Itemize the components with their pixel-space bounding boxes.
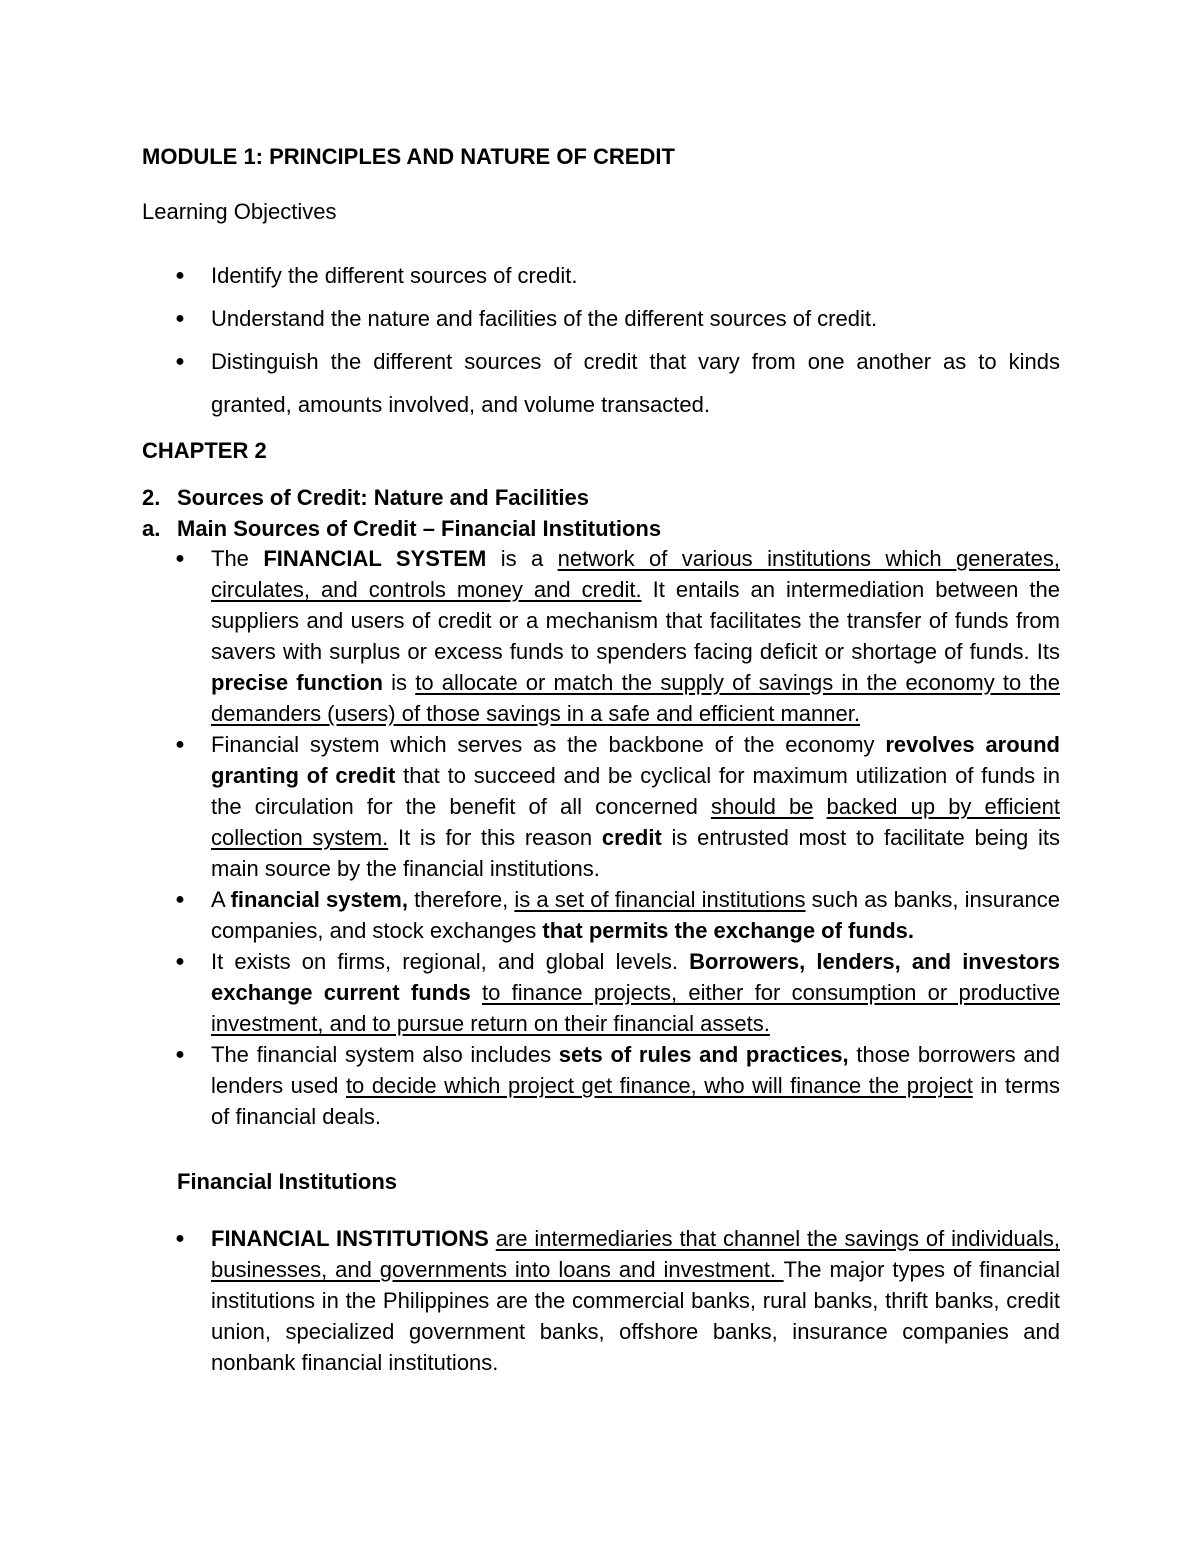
underlined-text: are intermediaries that channel the savings of individuals, businesses, and governments into loans and investment. [211,1226,1060,1282]
learning-objectives-label: Learning Objectives [142,199,337,224]
objective-item [175,297,1060,340]
main-bullet-list [175,543,1060,1132]
text: such as banks, insurance companies, and stock exchanges [211,887,1060,943]
bold-text: Borrowers, lenders, and investors exchange current funds [211,949,1061,1005]
text: It exists on firms, regional, and global levels. [211,949,690,974]
subsection-letter: a. [142,516,161,541]
bold-text: financial system, [230,887,408,912]
objective-text: Understand the nature and facilities of the different sources of credit. [211,306,878,331]
text: It entails an intermediation between the suppliers and users of credit or a mechanism that facilitates the transfer of funds from savers with surplus or excess funds to spenders facing deficit or shortage of funds. Its [211,577,1060,664]
text: those borrowers and lenders used [211,1042,1061,1098]
text [471,980,482,1005]
subsection-title: Main Sources of Credit – Financial Institutions [177,516,662,541]
subsection-heading [142,513,661,544]
objective-item [175,340,1060,426]
bold-text: that permits the exchange of funds. [542,918,915,943]
financial-institutions-heading: Financial Institutions [177,1169,398,1194]
text: The financial system also includes [211,1042,559,1067]
bullet-financial-system [175,543,1060,729]
objective-item [175,254,1060,297]
section-heading [142,482,589,513]
bold-text: revolves around granting of credit [211,732,1060,788]
underlined-text: is a set of financial institutions [514,887,806,912]
text: in terms of financial deals. [211,1073,1060,1129]
bullet-levels [175,946,1060,1039]
bullet-icon: ● [175,267,185,284]
underlined-text: backed up by efficient collection system. [211,794,1060,850]
underlined-text: network of various institutions which generates, circulates, and controls money and credit. [211,546,1061,602]
underlined-text: to allocate or match the supply of savings in the economy to the demanders (users) of those savings in a safe and efficient manner. [211,670,1060,726]
bullet-icon: ● [175,1046,185,1063]
bullet-icon: ● [175,736,185,753]
bullet-rules-practices [175,1039,1060,1132]
bullet-icon: ● [175,550,185,567]
text: is [382,670,416,695]
bullet-backbone [175,729,1060,884]
module-title: MODULE 1: PRINCIPLES AND NATURE OF CREDIT [142,144,675,169]
text [489,1226,496,1251]
bold-text: sets of rules and practices, [558,1042,849,1067]
bullet-icon: ● [175,891,185,908]
bullet-set-of-institutions [175,884,1060,946]
text: is a [486,546,558,571]
fi-bullet-list [175,1223,1060,1378]
underlined-text: to finance projects, either for consumption or productive investment, and to pursue return on their financial assets. [211,980,1061,1036]
bold-text: credit [601,825,662,850]
objective-text: Identify the different sources of credit. [211,263,578,288]
text: therefore, [407,887,515,912]
bullet-icon: ● [175,953,185,970]
text: that to succeed and be cyclical for maximum utilization of funds in the circulation for the benefit of all concerned [211,763,1060,819]
bold-text: FINANCIAL INSTITUTIONS [211,1226,489,1251]
text: The major types of financial institutions in the Philippines are the commercial banks, rural banks, thrift banks, credit union, specialized government banks, offshore banks, insurance companies and nonbank financial institutions. [211,1257,1060,1375]
bullet-icon: ● [175,310,185,327]
text: Financial system which serves as the backbone of the economy [211,732,886,757]
section-number: 2. [142,485,161,510]
text: The [211,546,264,571]
bullet-financial-institutions [175,1223,1060,1378]
bold-text: FINANCIAL SYSTEM [263,546,487,571]
text: is entrusted most to facilitate being its main source by the financial institutions. [211,825,1060,881]
text: It is for this reason [388,825,602,850]
bullet-icon: ● [175,353,185,370]
bold-text: precise function [211,670,383,695]
objective-text: Distinguish the different sources of credit that vary from one another as to kinds granted, amounts involved, and volume transacted. [211,349,1060,417]
underlined-text: to decide which project get finance, who will finance the project [345,1073,973,1098]
underlined-text: should be [711,794,814,819]
text [813,794,826,819]
section-title: Sources of Credit: Nature and Facilities [177,485,589,510]
objectives-list [175,254,1060,426]
text: A [211,887,231,912]
chapter-heading: CHAPTER 2 [142,438,267,463]
bullet-icon: ● [175,1230,185,1247]
